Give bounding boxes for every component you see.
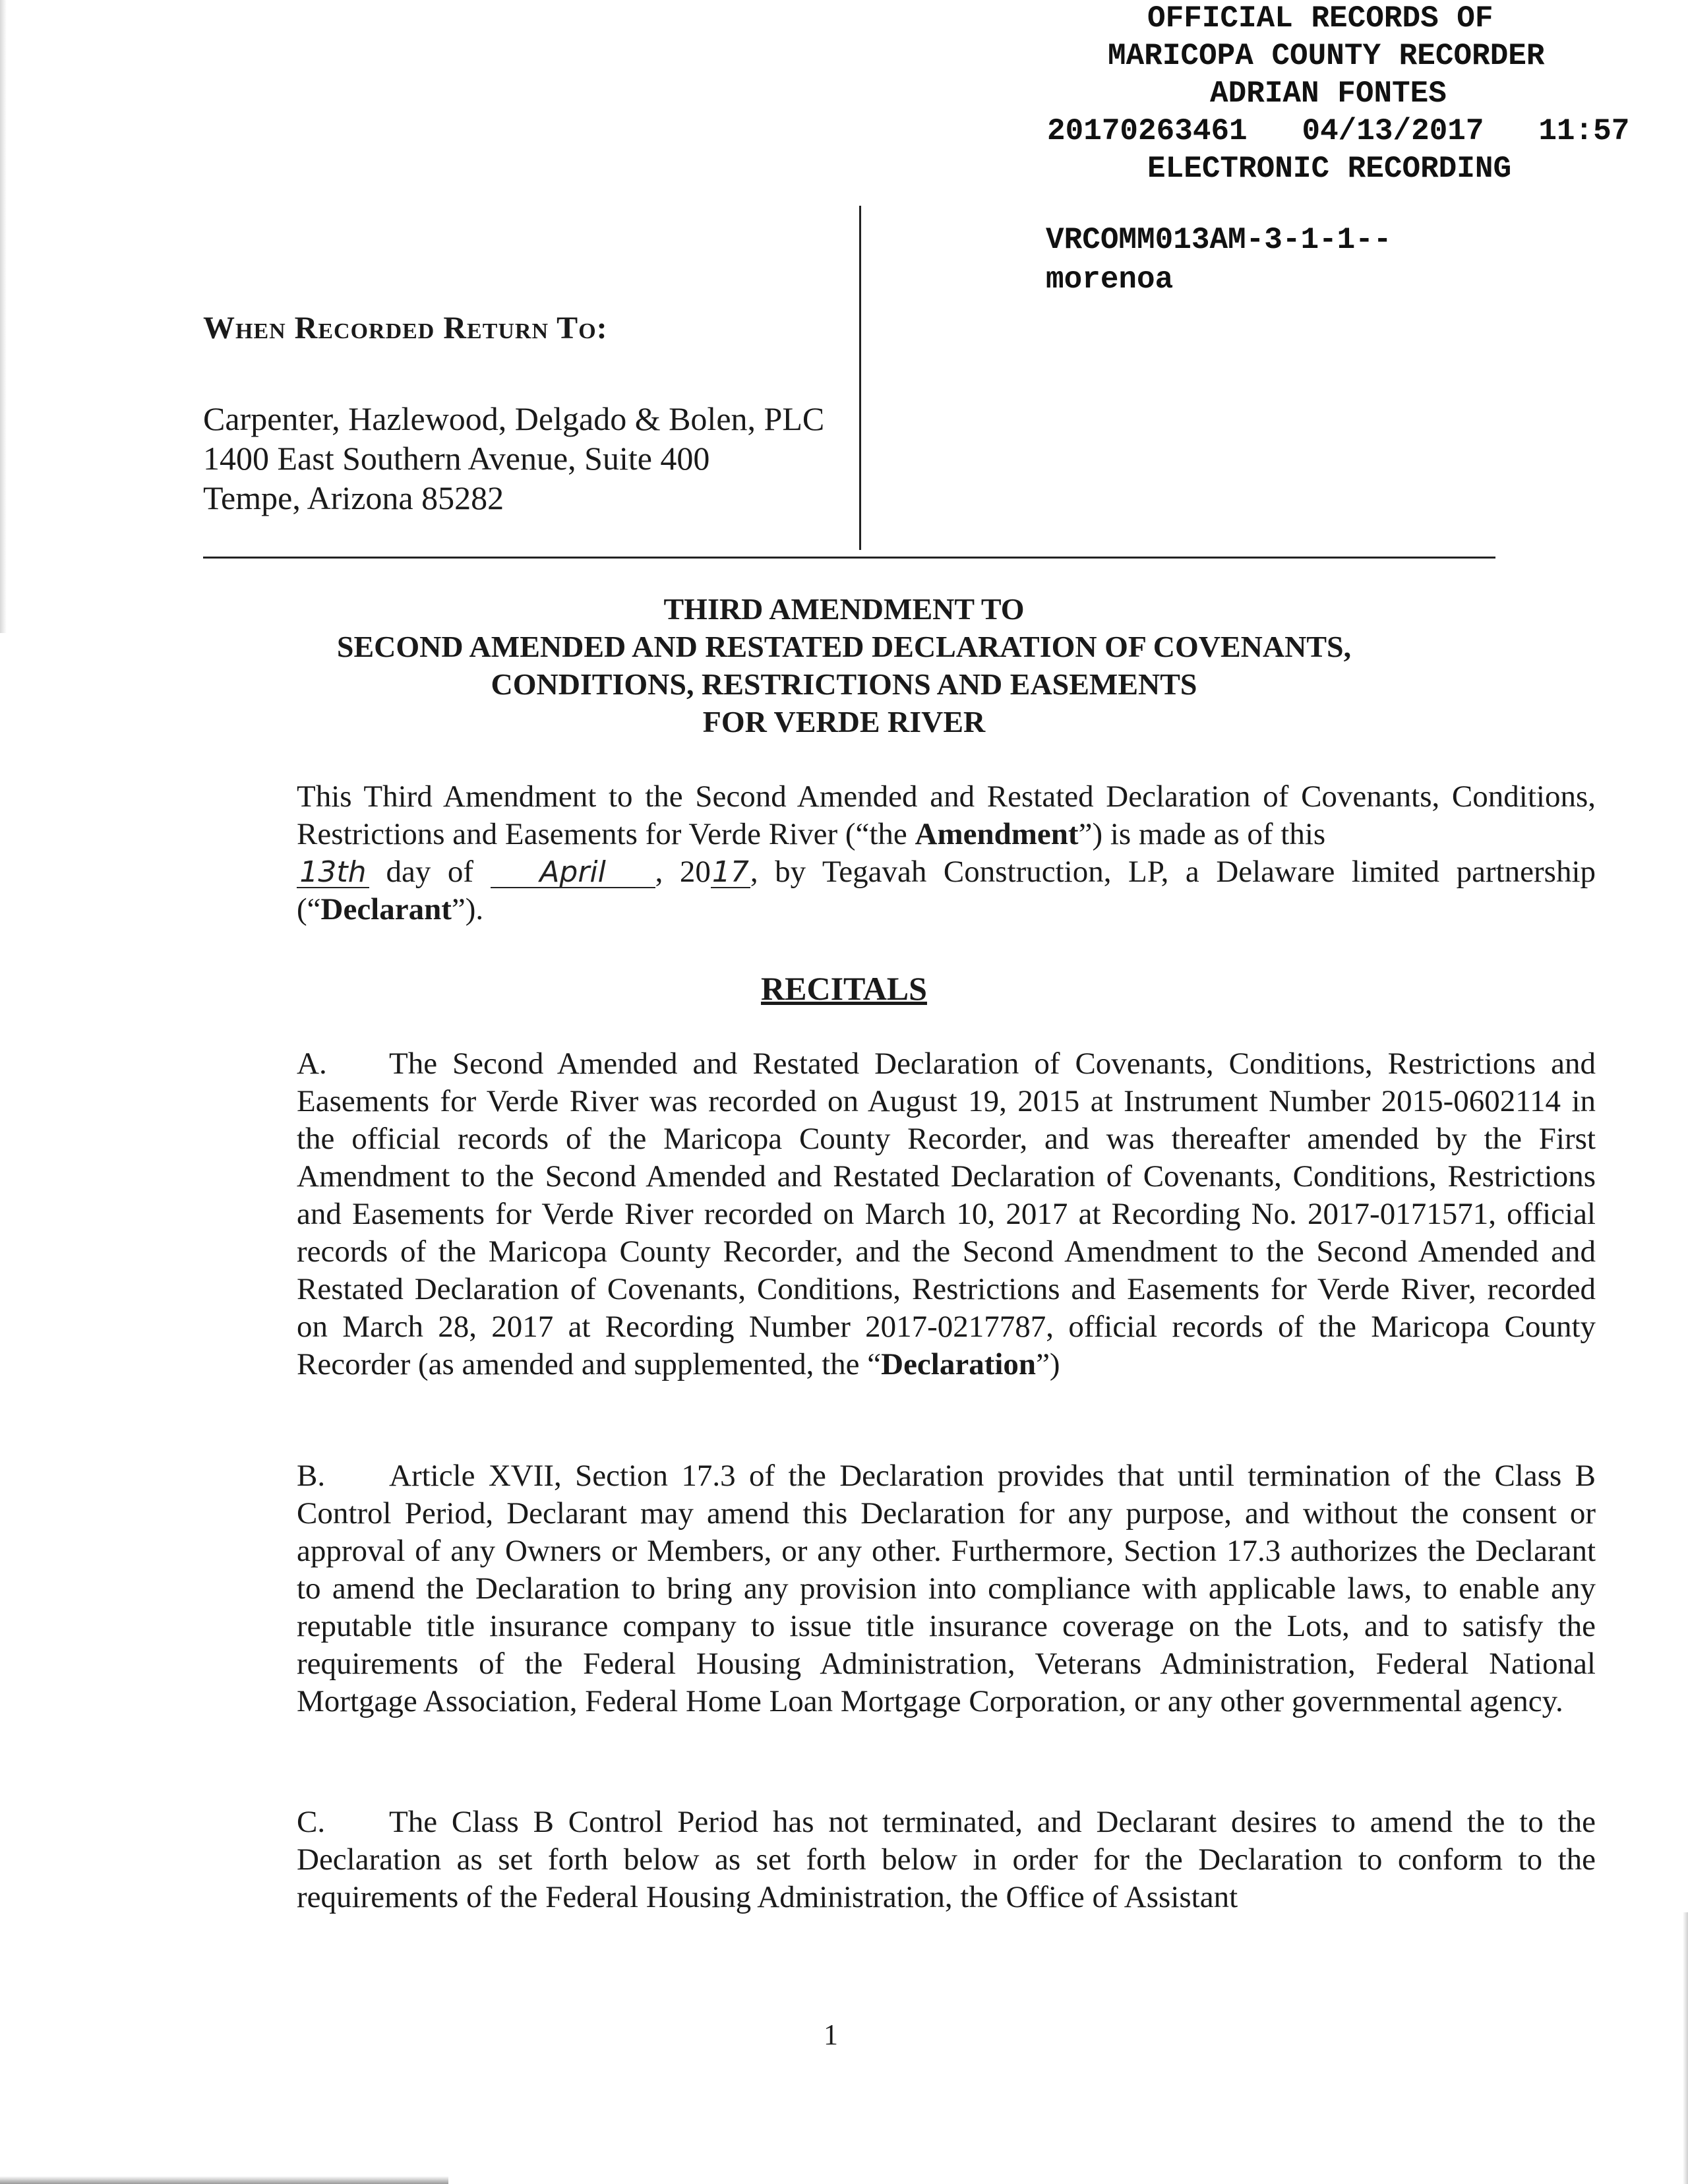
- recital-label: B.: [297, 1459, 326, 1493]
- return-address-block: [203, 310, 824, 518]
- scan-edge-left: [0, 0, 7, 633]
- amendment-term: Amendment: [915, 817, 1079, 851]
- declaration-term: Declaration: [881, 1347, 1037, 1381]
- stamp-line: ELECTRONIC RECORDING: [1147, 152, 1512, 186]
- recital-label: A.: [297, 1046, 327, 1081]
- declarant-term: Declarant: [320, 892, 452, 926]
- handwritten-month: April: [491, 858, 655, 888]
- recital-text: ”): [1036, 1347, 1060, 1381]
- stamp-line: ADRIAN FONTES: [1210, 76, 1447, 111]
- intro-paragraph: [191, 778, 1596, 928]
- stamp-line: 20170263461 04/13/2017 11:57: [1047, 114, 1630, 148]
- scan-edge-bottom: [0, 2176, 448, 2184]
- title-line: THIRD AMENDMENT TO: [663, 592, 1025, 626]
- stamp-line: MARICOPA COUNTY RECORDER: [1108, 39, 1545, 73]
- intro-text: ”) is made as of this: [1078, 817, 1326, 851]
- handwritten-year: 17: [711, 855, 749, 889]
- title-line: SECOND AMENDED AND RESTATED DECLARATION OF COVENANTS,: [336, 630, 1352, 663]
- return-address-line: Tempe, Arizona 85282: [203, 479, 504, 516]
- intro-text: , by Tegavah Construction, LP, a Delaware limited partnership (“: [297, 855, 1596, 926]
- horizontal-divider: [203, 557, 1495, 559]
- recital-label: C.: [297, 1805, 326, 1839]
- intro-text: ”).: [451, 892, 484, 926]
- intro-text: , 20: [655, 855, 711, 889]
- title-line: FOR VERDE RIVER: [702, 705, 986, 739]
- page-number: 1: [824, 2018, 838, 2051]
- recording-code: [1046, 220, 1392, 299]
- intro-text: day of: [369, 855, 491, 889]
- return-heading: When Recorded Return To:: [203, 311, 608, 346]
- recital-a: [191, 1045, 1596, 1383]
- stamp-line: OFFICIAL RECORDS OF: [1147, 1, 1493, 36]
- recital-text: Article XVII, Section 17.3 of the Declaration provides that until termination of the Class B Control Period, Declarant may amend this Declaration for any purpose, and without the consent or approval of any Owners or Members, or any other. Furthermore, Section 17.3 authorizes the Declarant to amend the Declaration to bring any provision into compliance with applicable laws, to enable any reputable title insurance company to issue title insurance coverage on the Lots, and to satisfy the requirements of the Federal Housing Administration, Veterans Administration, Federal National Mortgage Association, Federal Home Loan Mortgage Corporation, or any other governmental agency.: [297, 1459, 1596, 1718]
- title-line: CONDITIONS, RESTRICTIONS AND EASEMENTS: [491, 667, 1197, 701]
- recorder-stamp: [1029, 0, 1688, 188]
- scan-edge-right: [1683, 1912, 1688, 2184]
- handwritten-day: 13th: [297, 858, 369, 888]
- recording-code-line: morenoa: [1046, 262, 1174, 297]
- recital-text: The Class B Control Period has not terminated, and Declarant desires to amend the to the Declaration as set forth below as set forth below in order for the Declaration to conform to the requirements of the Federal Housing Administration, the Office of Assistant: [297, 1805, 1596, 1914]
- recital-c: [191, 1804, 1596, 1916]
- document-title: [198, 590, 1490, 741]
- return-address-line: 1400 East Southern Avenue, Suite 400: [203, 440, 710, 477]
- recitals-heading: RECITALS: [761, 970, 927, 1007]
- vertical-divider: [859, 206, 861, 550]
- intro-text: This Third Amendment to the Second Amended and Restated Declaration of Covenants, Conditions, Restrictions and Easements for Verde River (“the: [297, 779, 1596, 851]
- recording-code-line: VRCOMM013AM-3-1-1--: [1046, 223, 1392, 257]
- recital-b: [191, 1457, 1596, 1720]
- return-address-line: Carpenter, Hazlewood, Delgado & Bolen, PLC: [203, 400, 825, 437]
- recital-text: The Second Amended and Restated Declaration of Covenants, Conditions, Restrictions and Easements for Verde River was recorded on August 19, 2015 at Instrument Number 2015-0602114 in the official records of the Maricopa County Recorder, and was thereafter amended by the First Amendment to the Second Amended and Restated Declaration of Covenants, Conditions, Restrictions and Easements for Verde River recorded on March 10, 2017 at Recording No. 2017-0171571, official records of the Maricopa County Recorder, and the Second Amendment to the Second Amended and Restated Declaration of Covenants, Conditions, Restrictions and Easements for Verde River, recorded on March 28, 2017 at Recording Number 2017-0217787, official records of the Maricopa County Recorder (as amended and supplemented, the “: [297, 1046, 1596, 1381]
